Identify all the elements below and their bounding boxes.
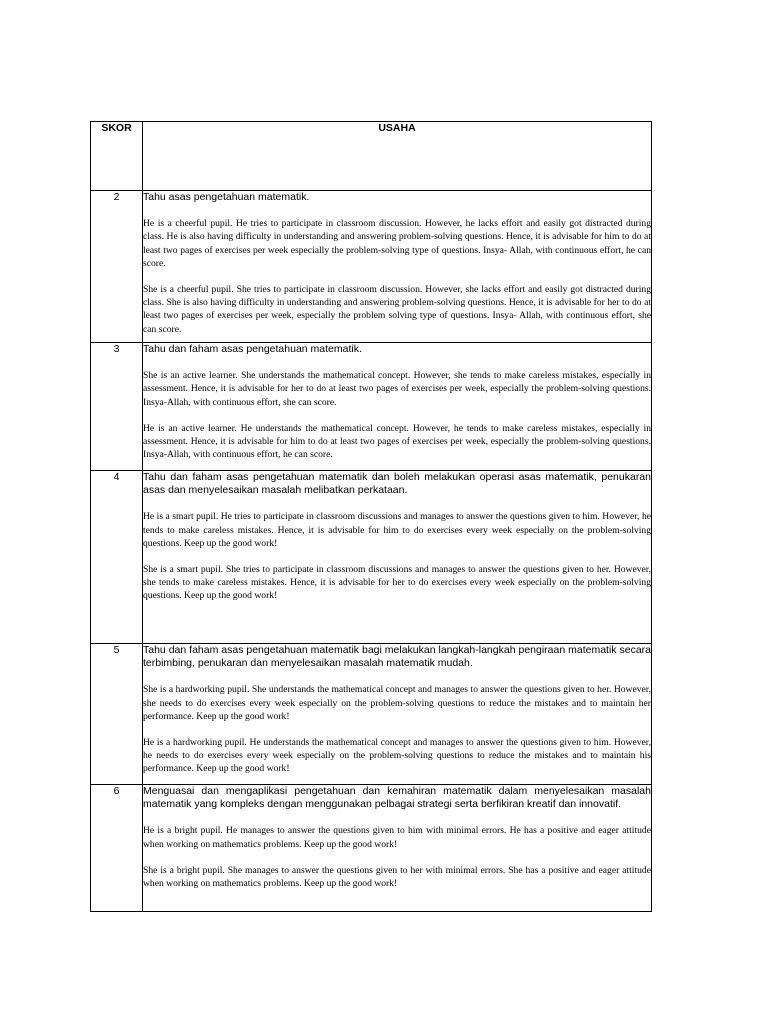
effort-column-header: USAHA [143,122,652,191]
table-row [91,644,652,785]
score-cell: 5 [91,644,143,785]
description-cell [143,644,652,785]
score-cell: 3 [91,343,143,471]
level-description: Menguasai dan mengaplikasi pengetahuan dan kemahiran matematik dalam menyelesaikan masalah matematik yang kompleks dengan menggunakan pelbagai strategi serta berfikiran kreatif dan innovatif. [143,785,651,811]
comment-female: She is an active learner. She understands the mathematical concept. However, she tends to make careless mistakes, especially in assessment. Hence, it is advisable for her to do at least two pages of exercises per week, especially the problem-solving questions. Insya-Allah, with continuous effort, she can score. [143,370,651,408]
comment-male: He is an active learner. He understands the mathematical concept. However, he tends to make careless mistakes, especially in assessment. Hence, it is advisable for him to do at least two pages of exercises per week, especially the problem-solving questions. Insya-Allah, with continuous effort, he can score. [143,422,651,461]
table-row [91,785,652,912]
comment-male: He is a cheerful pupil. He tries to participate in classroom discussion. However, he lacks effort and easily got distracted during class. He is also having difficulty in understanding and answering problem-solving questions. Hence, it is advisable for him to do at least two pages of exercises per week especially the problem-solving type of questions. Insya- Allah, with continuous effort, he can score. [143,218,651,269]
description-cell [143,471,652,644]
level-description: Tahu dan faham asas pengetahuan matematik dan boleh melakukan operasi asas matematik, penukaran asas dan menyelesaikan masalah melibatkan perkataan. [143,471,651,497]
comment-female: She is a smart pupil. She tries to participate in classroom discussions and manages to answer the questions given to her. However, she tends to make careless mistakes. Hence, it is advisable for her to do exercises every week especially on the problem-solving questions. Keep up the good work! [143,564,651,602]
comment-female: She is a bright pupil. She manages to answer the questions given to her with minimal errors. She has a positive and eager attitude when working on mathematics problems. Keep up the good work! [143,864,651,890]
level-description: Tahu dan faham asas pengetahuan matematik. [143,343,362,355]
table-row [91,471,652,644]
comment-male: He is a hardworking pupil. He understands the mathematical concept and manages to answer the questions given to him. However, he needs to do exercises every week especially on the problem-solving questions to reduce the mistakes and to maintain his performance. Keep up the good work! [143,737,651,775]
level-description: Tahu asas pengetahuan matematik. [143,191,310,203]
comment-female: She is a hardworking pupil. She understands the mathematical concept and manages to answer the questions given to her. However, she needs to do exercises every week especially on the problem-solving questions to reduce the mistakes and to maintain her performance. Keep up the good work! [143,684,651,722]
header-row [91,122,652,191]
comment-male: He is a bright pupil. He manages to answer the questions given to him with minimal errors. He has a positive and eager attitude when working on mathematics problems. Keep up the good work! [143,825,651,850]
table-row [91,191,652,343]
comment-female: She is a cheerful pupil. She tries to participate in classroom discussion. However, she lacks effort and easily got distracted during class. She is also having difficulty in understanding and answering problem-solving questions. Hence, it is advisable for her to do at least two pages of exercises per week, especially the problem solving type of questions. Insya- Allah, with continuous effort, she can score. [143,284,651,335]
rubric-table [90,121,652,912]
score-cell: 2 [91,191,143,343]
score-column-header: SKOR [91,122,143,191]
description-cell [143,785,652,912]
level-description: Tahu dan faham asas pengetahuan matematik bagi melakukan langkah-langkah pengiraan matematik secara terbimbing, penukaran dan menyelesaikan masalah matematik mudah. [143,644,651,670]
description-cell [143,191,652,343]
score-cell: 6 [91,785,143,912]
score-cell: 4 [91,471,143,644]
description-cell [143,343,652,471]
table-row [91,343,652,471]
comment-male: He is a smart pupil. He tries to participate in classroom discussions and manages to answer the questions given to him. However, he tends to make careless mistakes. Hence, it is advisable for him to do exercises every week especially on the problem-solving questions. Keep up the good work! [143,511,651,549]
